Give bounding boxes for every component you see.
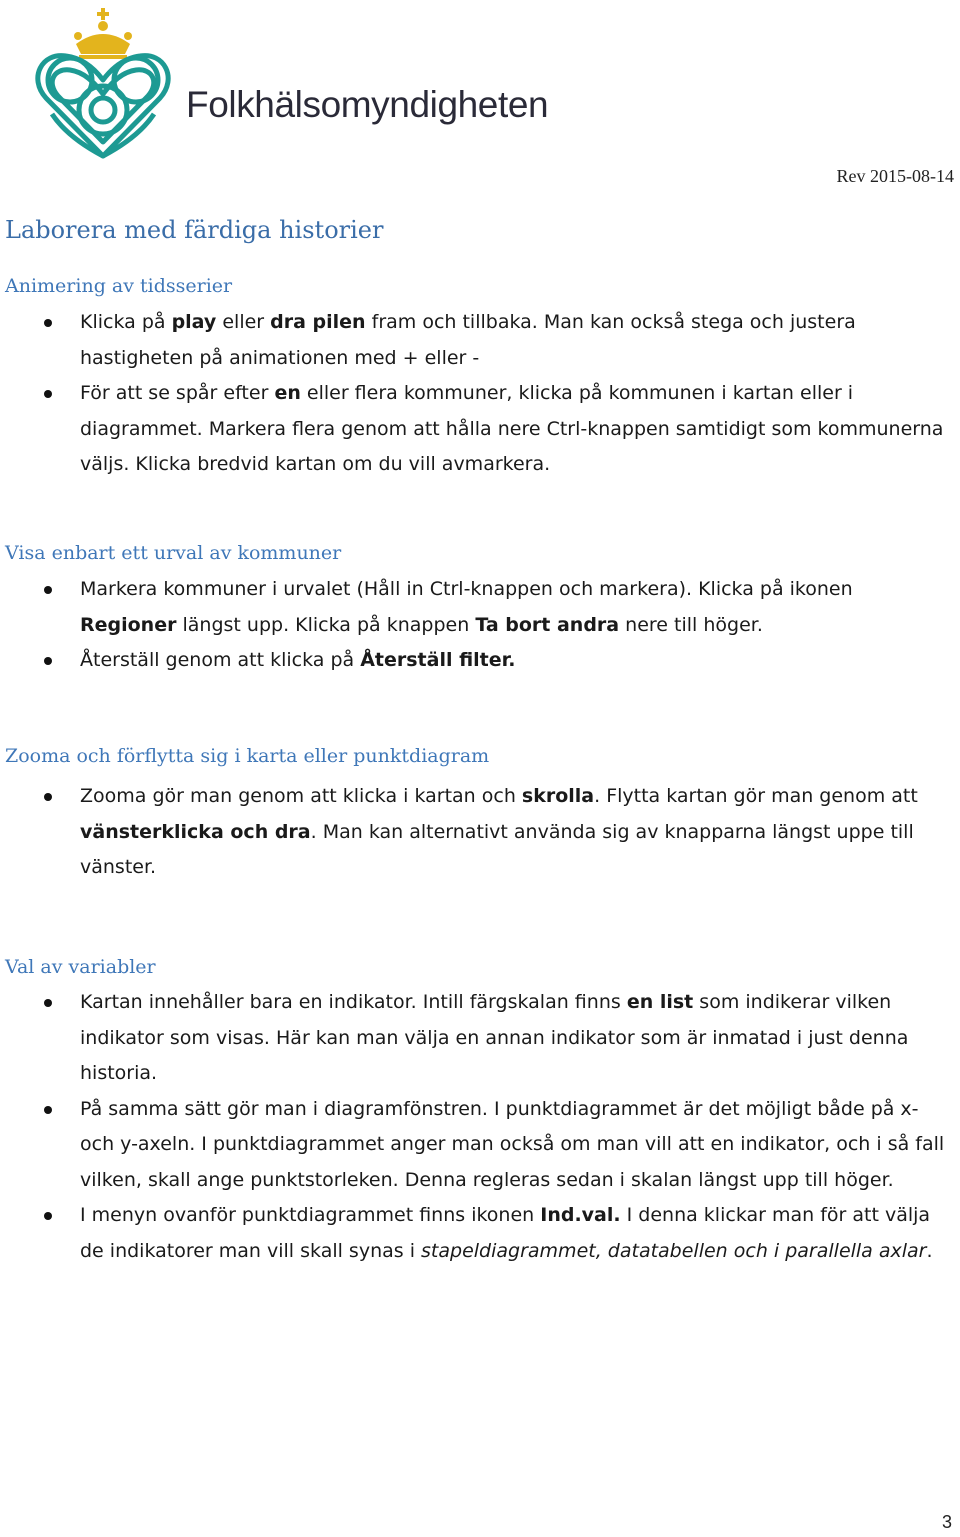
bullet-list-animering	[0, 305, 950, 483]
section-title-zooma: Zooma och förflytta sig i karta eller punktdiagram	[5, 745, 490, 767]
list-item: Kartan innehåller bara en indikator. Intill färgskalan finns en list som indikerar vilken indikator som visas. Här kan man välja en annan indikator som är inmatad i just denna historia.	[0, 985, 950, 1092]
list-item: Markera kommuner i urvalet (Håll in Ctrl-knappen och markera). Klicka på ikonen Regioner längst upp. Klicka på knappen Ta bort andra nere till höger.	[0, 572, 950, 643]
section-title-animering: Animering av tidsserier	[5, 275, 233, 297]
page-number: 3	[941, 1512, 952, 1532]
list-item: Zooma gör man genom att klicka i kartan och skrolla. Flytta kartan gör man genom att vänsterklicka och dra. Man kan alternativt använda sig av knapparna längst uppe till vänster.	[0, 779, 950, 886]
section-title-variabler: Val av variabler	[5, 956, 156, 978]
bullet-list-urval	[0, 572, 950, 679]
org-name: Folkhälsomyndigheten	[186, 84, 549, 125]
bullet-list-zooma	[0, 779, 950, 886]
revision-date: Rev 2015-08-14	[836, 166, 954, 186]
list-item: Återställ genom att klicka på Återställ filter.	[0, 643, 950, 679]
section-title-urval: Visa enbart ett urval av kommuner	[5, 542, 342, 564]
list-item: För att se spår efter en eller flera kommuner, klicka på kommunen i kartan eller i diagrammet. Markera flera genom att hålla nere Ctrl-knappen samtidigt som kommunerna väljs. Klicka bredvid kartan om du vill avmarkera.	[0, 376, 950, 483]
page-title: Laborera med färdiga historier	[5, 216, 384, 244]
list-item: I menyn ovanför punktdiagrammet finns ikonen Ind.val. I denna klickar man för att välja de indikatorer man vill skall synas i stapeldiagrammet, datatabellen och i parallella axlar.	[0, 1198, 950, 1269]
crown-icon	[74, 8, 132, 59]
list-item: På samma sätt gör man i diagramfönstren. I punktdiagrammet är det möjligt både på x- och y-axeln. I punktdiagrammet anger man också om man vill att en indikator, och i så fall vilken, skall ange punktstorleken. Denna regleras sedan i skalan längst upp till höger.	[0, 1092, 950, 1199]
list-item: Klicka på play eller dra pilen fram och tillbaka. Man kan också stega och justera hastigheten på animationen med + eller -	[0, 305, 950, 376]
bullet-list-variabler	[0, 985, 950, 1269]
